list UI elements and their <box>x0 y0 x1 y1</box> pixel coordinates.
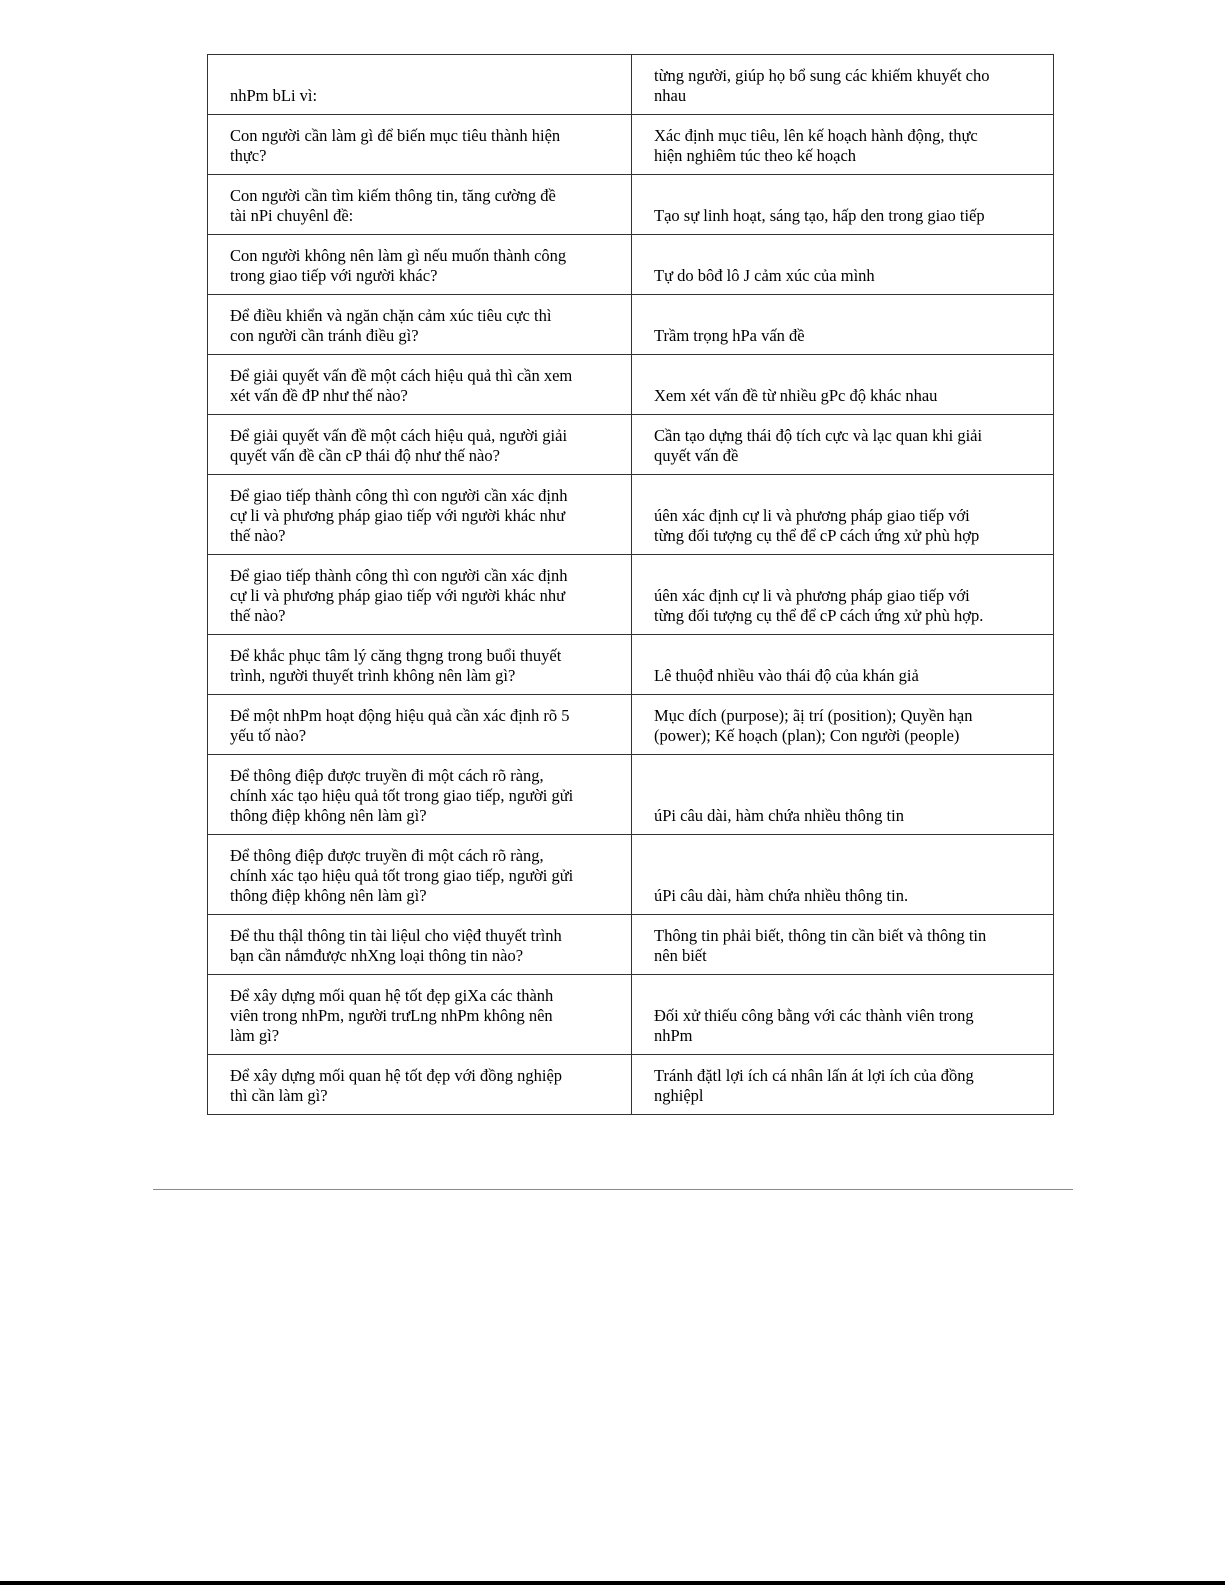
table-row <box>208 355 1054 415</box>
page-bottom-edge <box>0 1581 1225 1585</box>
table-row <box>208 555 1054 635</box>
table-row <box>208 415 1054 475</box>
question-cell: nhPm bLi vì: <box>208 55 632 115</box>
answer-cell: Tạo sự linh hoạt, sáng tạo, hấp den trong giao tiếp <box>632 175 1054 235</box>
qa-table <box>207 54 1054 1115</box>
question-cell: Để khắc phục tâm lý căng thgng trong buổi thuyết trình, người thuyết trình không nên làm gì? <box>208 635 632 695</box>
table-row <box>208 115 1054 175</box>
table-row <box>208 755 1054 835</box>
question-cell: Để điều khiển và ngăn chặn cảm xúc tiêu cực thì con người cần tránh điều gì? <box>208 295 632 355</box>
question-cell: Con người cần làm gì để biến mục tiêu thành hiện thực? <box>208 115 632 175</box>
question-cell: Để một nhPm hoạt động hiệu quả cần xác định rõ 5 yếu tố nào? <box>208 695 632 755</box>
answer-cell: úPi câu dài, hàm chứa nhiều thông tin <box>632 755 1054 835</box>
answer-cell: Đối xử thiếu công bằng với các thành viên trong nhPm <box>632 975 1054 1055</box>
table-row <box>208 55 1054 115</box>
answer-cell: Mục đích (purpose); ãị trí (position); Quyền hạn (power); Kế hoạch (plan); Con người (people) <box>632 695 1054 755</box>
answer-cell: Tránh đặtl lợi ích cá nhân lấn át lợi ích của đồng nghiệpl <box>632 1055 1054 1115</box>
answer-cell: Xem xét vấn đề từ nhiều gPc độ khác nhau <box>632 355 1054 415</box>
answer-cell: Lê thuộđ nhiều vào thái độ của khán giả <box>632 635 1054 695</box>
answer-cell: Xác định mục tiêu, lên kế hoạch hành động, thực hiện nghiêm túc theo kế hoạch <box>632 115 1054 175</box>
question-cell: Con người cần tìm kiếm thông tin, tăng cường đề tài nPi chuyênl đề: <box>208 175 632 235</box>
question-cell: Để xây dựng mối quan hệ tốt đẹp giXa các thành viên trong nhPm, người trưLng nhPm không nên làm gì? <box>208 975 632 1055</box>
table-row <box>208 695 1054 755</box>
table-row <box>208 975 1054 1055</box>
question-cell: Để giải quyết vấn đề một cách hiệu quả, người giải quyết vấn đề cần cP thái độ như thế nào? <box>208 415 632 475</box>
question-cell: Để thông điệp được truyền đi một cách rõ ràng, chính xác tạo hiệu quả tốt trong giao tiếp, người gửi thông điệp không nên làm gì? <box>208 755 632 835</box>
table-row <box>208 475 1054 555</box>
question-cell: Để giao tiếp thành công thì con người cần xác định cự li và phương pháp giao tiếp với người khác như thế nào? <box>208 475 632 555</box>
table-row <box>208 635 1054 695</box>
page-divider <box>153 1189 1073 1190</box>
answer-cell: Trầm trọng hPa vấn đề <box>632 295 1054 355</box>
answer-cell: Thông tin phải biết, thông tin cần biết và thông tin nên biết <box>632 915 1054 975</box>
question-cell: Để xây dựng mối quan hệ tốt đẹp với đồng nghiệp thì cần làm gì? <box>208 1055 632 1115</box>
table-row <box>208 235 1054 295</box>
table-row <box>208 1055 1054 1115</box>
table-row <box>208 295 1054 355</box>
table-row <box>208 835 1054 915</box>
table-row <box>208 915 1054 975</box>
answer-cell: úPi câu dài, hàm chứa nhiều thông tin. <box>632 835 1054 915</box>
answer-cell: Tự do bôđ lô J cảm xúc của mình <box>632 235 1054 295</box>
question-cell: Để giao tiếp thành công thì con người cần xác định cự li và phương pháp giao tiếp với người khác như thế nào? <box>208 555 632 635</box>
answer-cell: Cần tạo dựng thái độ tích cực và lạc quan khi giải quyết vấn đề <box>632 415 1054 475</box>
answer-cell: từng người, giúp họ bổ sung các khiếm khuyết cho nhau <box>632 55 1054 115</box>
answer-cell: úên xác định cự li và phương pháp giao tiếp với từng đối tượng cụ thể để cP cách ứng xử phù hợp <box>632 475 1054 555</box>
question-cell: Để thông điệp được truyền đi một cách rõ ràng, chính xác tạo hiệu quả tốt trong giao tiếp, người gửi thông điệp không nên làm gì? <box>208 835 632 915</box>
question-cell: Để thu thậl thông tin tài liệul cho việđ thuyết trình bạn cần nắmđược nhXng loại thông tin nào? <box>208 915 632 975</box>
question-cell: Để giải quyết vấn đề một cách hiệu quả thì cần xem xét vấn đề đP như thế nào? <box>208 355 632 415</box>
answer-cell: úên xác định cự li và phương pháp giao tiếp với từng đối tượng cụ thể để cP cách ứng xử phù hợp. <box>632 555 1054 635</box>
question-cell: Con người không nên làm gì nếu muốn thành công trong giao tiếp với người khác? <box>208 235 632 295</box>
table-row <box>208 175 1054 235</box>
